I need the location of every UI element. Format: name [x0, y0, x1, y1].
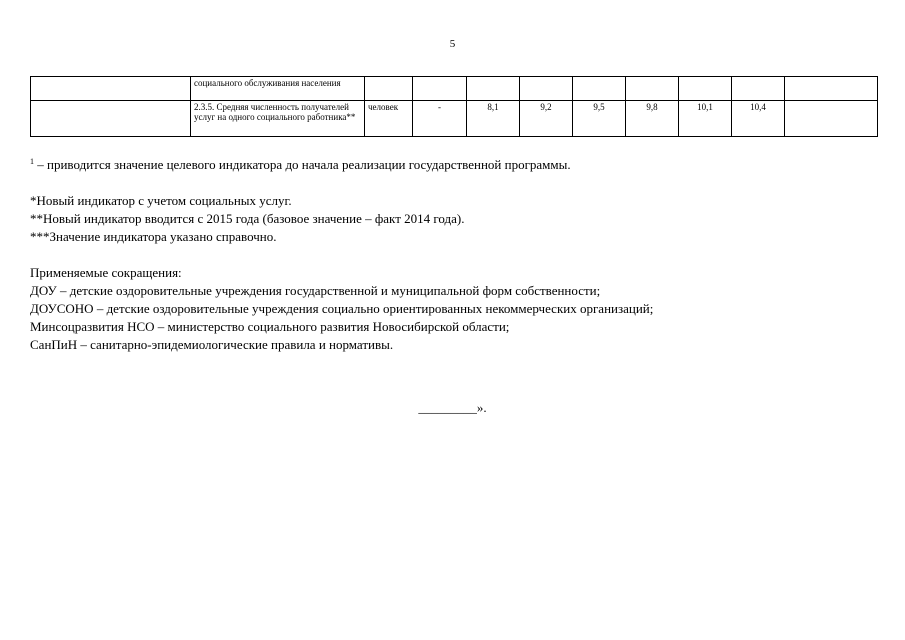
table-cell-value: - [413, 101, 467, 137]
table-cell [413, 77, 467, 101]
table-cell-value: 8,1 [467, 101, 520, 137]
notes-section [30, 156, 880, 354]
table-cell-indicator: социального обслуживания населения [191, 77, 365, 101]
table-cell-value: 9,2 [520, 101, 573, 137]
table-cell [785, 77, 878, 101]
table-cell [732, 77, 785, 101]
table-cell-value: 10,4 [732, 101, 785, 137]
table-cell [785, 101, 878, 137]
note-line: *Новый индикатор с учетом социальных услуг. [30, 193, 292, 208]
table-cell [31, 101, 191, 137]
note-line: **Новый индикатор вводится с 2015 года (базовое значение – факт 2014 года). [30, 211, 465, 226]
table-cell-value: 10,1 [679, 101, 732, 137]
indicator-table [30, 76, 878, 137]
table-cell-indicator: 2.3.5. Средняя численность получателей услуг на одного социального работника** [191, 101, 365, 137]
abbreviation-item: ДОУСОНО – детские оздоровительные учреждения социально ориентированных некоммерческих организаций; [30, 301, 654, 316]
abbreviation-item: ДОУ – детские оздоровительные учреждения государственной и муниципальной форм собственности; [30, 283, 601, 298]
abbreviation-item: Минсоцразвития НСО – министерство социального развития Новосибирской области; [30, 319, 510, 334]
table-cell [520, 77, 573, 101]
table-row [31, 77, 878, 101]
table-cell-value: 9,8 [626, 101, 679, 137]
table-cell [365, 77, 413, 101]
table-cell [626, 77, 679, 101]
table-cell [679, 77, 732, 101]
table-cell [573, 77, 626, 101]
table-cell-unit: человек [365, 101, 413, 137]
note-line: ***Значение индикатора указано справочно. [30, 229, 277, 244]
table-cell-value: 9,5 [573, 101, 626, 137]
footnote [30, 156, 880, 174]
footnote-marker: 1 [30, 157, 34, 166]
table-cell [467, 77, 520, 101]
table-row [31, 101, 878, 137]
footnote-text: – приводится значение целевого индикатора до начала реализации государственной программы. [34, 157, 571, 172]
abbreviation-item: СанПиН – санитарно-эпидемиологические правила и нормативы. [30, 337, 394, 352]
table-cell [31, 77, 191, 101]
abbreviations-heading: Применяемые сокращения: [30, 265, 182, 280]
closing-mark: _________». [418, 400, 487, 415]
page-number: 5 [449, 38, 456, 50]
